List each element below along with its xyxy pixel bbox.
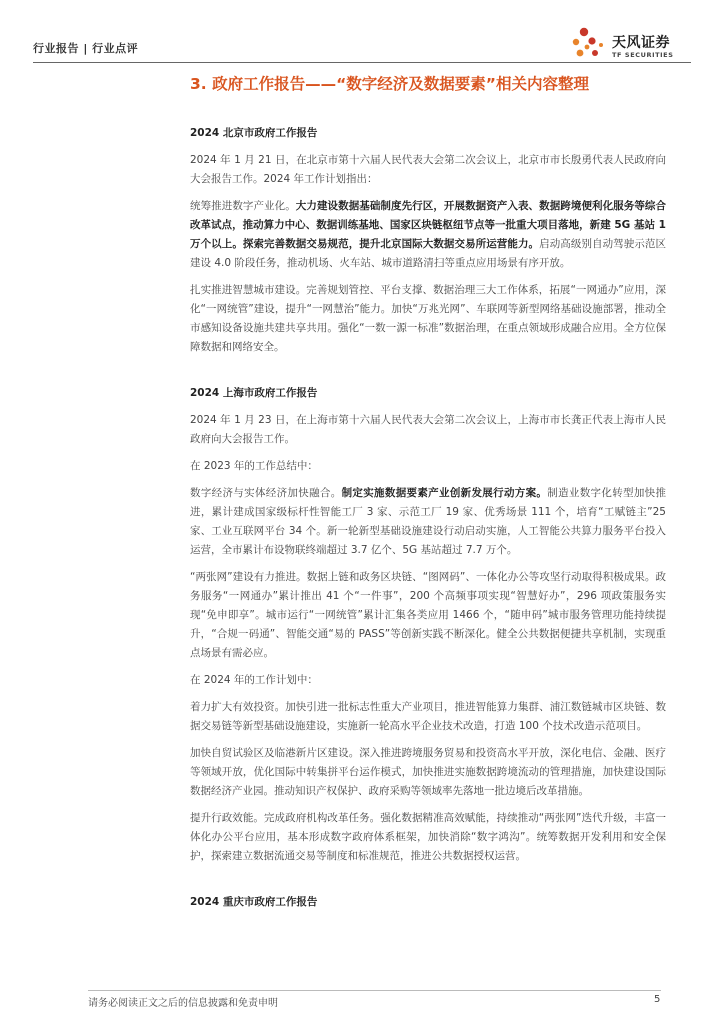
logo-subtext: TF SECURITIES	[612, 51, 674, 59]
section-title: 3. 政府工作报告——“数字经济及数据要素”相关内容整理	[190, 75, 589, 93]
shanghai-p3-bold: 制定实施数据要素产业创新发展行动方案。	[341, 487, 548, 499]
shanghai-digital-economy-paragraph	[190, 484, 666, 560]
page-number: 5	[654, 994, 661, 1005]
beijing-p2-tail: 启动高级别自动驾驶示范区建设 4.0 阶段任务，推动机场、火车站、城市道路清扫等重点应用场景有序开放。	[190, 238, 666, 269]
shanghai-admin-efficiency-paragraph: 提升行政效能。完成政府机构改革任务。强化数据精准高效赋能，持续推动“两张网”迭代升级，丰富一体化办公平台应用，基本形成数字政府体系框架，加快消除“数字鸿沟”。统筹数据开发利用和安全保护，探索建立数据流通交易等制度和标准规范，推进公共数据授权运营。	[190, 812, 666, 862]
tf-securities-logo	[568, 26, 698, 62]
shanghai-intro-paragraph: 2024 年 1 月 23 日，在上海市第十六届人民代表大会第二次会议上，上海市市长龚正代表上海市人民政府向大会报告工作。	[190, 414, 666, 445]
logo-mark-icon	[568, 26, 608, 62]
beijing-p2-bold: 大力建设数据基础制度先行区，开展数据资产入表、数据跨境便利化服务等综合改革试点，推动算力中心、数据训练基地、国家区块链枢纽节点等一批重大项目落地，新建 5G 基站 1 万个以上。探索完善数据交易规范，提升北京国际大数据交易所运营能力。	[190, 200, 666, 250]
shanghai-two-networks-paragraph: “两张网”建设有力推进。数据上链和政务区块链、“图网码”、一体化办公等攻坚行动取得积极成果。政务服务“一网通办”累计推出 41 个“一件事”，200 个高频事项实现“智慧好办”，296 项政策服务实现“免申即享”。城市运行“一网统管”累计汇集各类应用 1466 个，“随申码”城市服务管理功能持续提升，“合规一码通”、智能交通“易的 PASS”等创新实践不断深化。健全公共数据便捷共享机制，实现重点场景有需必应。	[190, 571, 666, 659]
shanghai-investment-paragraph: 着力扩大有效投资。加快引进一批标志性重大产业项目，推进智能算力集群、浦江数链城市区块链、数据交易链等新型基础设施建设，实施新一轮高水平企业技术改造，打造 100 个技术改造示范项目。	[190, 701, 666, 732]
report-category: 行业报告 | 行业点评	[33, 42, 139, 55]
beijing-smart-city-paragraph: 扎实推进智慧城市建设。完善规划管控、平台支撑、数据治理三大工作体系，拓展“一网通办”应用，深化“一网统管”建设，提升“一网慧治”能力。加快“万兆光网”、车联网等新型网络基础设施部署，推动全市感知设备设施共建共享共用。强化“一数一源一标准”数据治理，在重点领域形成融合应用。全方位保障数据和网络安全。	[190, 284, 666, 353]
shanghai-free-trade-paragraph: 加快自贸试验区及临港新片区建设。深入推进跨境服务贸易和投资高水平开放，深化电信、金融、医疗等领域开放，优化国际中转集拼平台运作模式，加快推进实施数据跨境流动的管理措施，加快建设国际数据经济产业园。推动知识产权保护、政府采购等领域率先落地一批边境后改革措施。	[190, 747, 666, 797]
report-body	[190, 124, 666, 912]
beijing-report-heading: 2024 北京市政府工作报告	[190, 127, 318, 139]
header-divider	[33, 62, 691, 63]
shanghai-p3-lead: 数字经济与实体经济加快融合。	[190, 487, 342, 499]
section-gap	[190, 866, 666, 893]
chongqing-report-heading: 2024 重庆市政府工作报告	[190, 896, 318, 908]
footer-divider	[88, 990, 661, 991]
shanghai-p3-tail: 制造业数字化转型加快推进，累计建成国家级标杆性智能工厂 3 家、示范工厂 19 家、优秀场景 111 个，培育“工赋链主”25 家、工业互联网平台 34 个。新一轮新型基础设施建设行动启动实施，人工智能公共算力服务平台投入运营，全市累计布设物联终端超过 3.7 亿个、5G 基站超过 7.7 万个。	[190, 487, 667, 556]
beijing-intro-paragraph: 2024 年 1 月 21 日，在北京市第十六届人民代表大会第二次会议上，北京市市长殷勇代表人民政府向大会报告工作。2024 年工作计划指出：	[190, 154, 666, 185]
section-gap	[190, 357, 666, 384]
shanghai-2024-plan-label: 在 2024 年的工作计划中：	[190, 674, 318, 686]
footer-disclaimer: 请务必阅读正文之后的信息披露和免责申明	[88, 998, 278, 1009]
beijing-digital-industry-paragraph	[190, 197, 666, 273]
logo-text: 天风证券	[612, 35, 670, 51]
beijing-p2-lead: 统筹推进数字产业化。	[190, 200, 296, 212]
shanghai-2023-summary-label: 在 2023 年的工作总结中：	[190, 460, 318, 472]
shanghai-report-heading: 2024 上海市政府工作报告	[190, 387, 318, 399]
